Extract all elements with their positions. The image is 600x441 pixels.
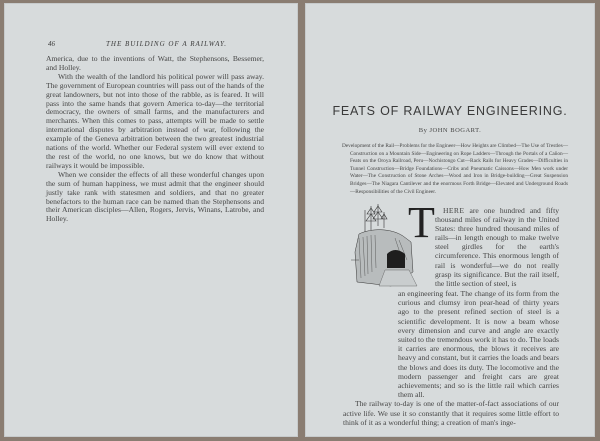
left-page-body [46,55,264,224]
intro-body: are one hundred and fifty thousand miles of railway in the United States: three hundred thousand miles of rails—in length enough to make twelve steel girdles for the earth's circumference. This enormous length of rail is wonderful—we do not really grasp its significance. But the rail itself, the little section of steel, is [435,206,559,288]
running-head-title: THE BUILDING OF A RAILWAY. [106,40,227,48]
running-head [48,40,263,48]
byline: By JOHN BOGART. [418,127,482,134]
intro-text [435,206,559,288]
paragraph: America, due to the inventions of Watt, the Stephensons, Bessemer, and Holley. [46,54,264,72]
paragraph: When we consider the effects of all these wonderful changes upon the sum of human happiness, we must admit that the engineer should justly take rank with statesmen and soldiers, and that no greater benefactors to the human race can be named than the Stephensons and their American disciples—Allen, Rogers, Jervis, Winans, Latrobe, and Holley. [46,169,264,224]
paragraph: an engineering feat. The change of its form from the curious and clumsy iron pear-head of thirty years ago to the present refined section of steel is a scientific development. It is now a beam whose every dimension and curve and angle are exactly suited to the tremendous work it has to do. The loads it carries are enormous, the blows it receives are heavy and constant, but it carries the loads and bears the blows and does its duty. The locomotive and the modern passenger and freight cars are great achievements; and so is the little rail which carries them all. [398,289,559,400]
intro-first-word: HERE [443,206,465,215]
drop-cap: T [408,198,435,247]
left-page [4,3,298,437]
right-page-body [343,289,559,427]
right-page [305,3,595,437]
paragraph: With the wealth of the landlord his political power will pass away. The government of European countries will pass out of the hands of the great landowners, but not into those of the rabble, as is feared. It will pass into the same hands that govern America to-day—the territorial democracy, the owners of small farms, and the manufacturers and merchants. When this comes to pass, attempts will be made to settle international disputes by arbitration instead of war, following the example of the Geneva arbitration between the two greatest industrial nations of the world. Whether our Federal system will ever extend to the rest of the world, no one knows, but we do know that without railways it would be impossible. [46,71,264,170]
article-title: FEATS OF RAILWAY ENGINEERING. [332,104,568,118]
page-number: 46 [48,40,55,48]
chapter-synopsis: Development of the Rail—Problems for the Engineer—How Heights are Climbed—The Use of Trestles—Construction on a Mountain Side—Engineering on Rope Ladders—Through the Portals of a Cañon—Feats on the Oroya Railroad, Peru—Nochistongo Cut—Rack Rails for Heavy Grades—Difficulties in Tunnel Construction—Bridge Foundations—Cribs and Pneumatic Caissons—How Men work under Water—The Construction of Stone Arches—Wood and Iron in Bridge-building—Great Suspension Bridges—The Niagara Cantilever and the enormous Forth Bridge—Elevated and Underground Roads—Responsibilities of the Civil Engineer. [342,143,568,195]
paragraph: The railway to-day is one of the matter-of-fact associations of our active life. We use it so constantly that it requires some little effort to think of it as a wonderful thing; a creation of man's inge- [343,399,559,427]
